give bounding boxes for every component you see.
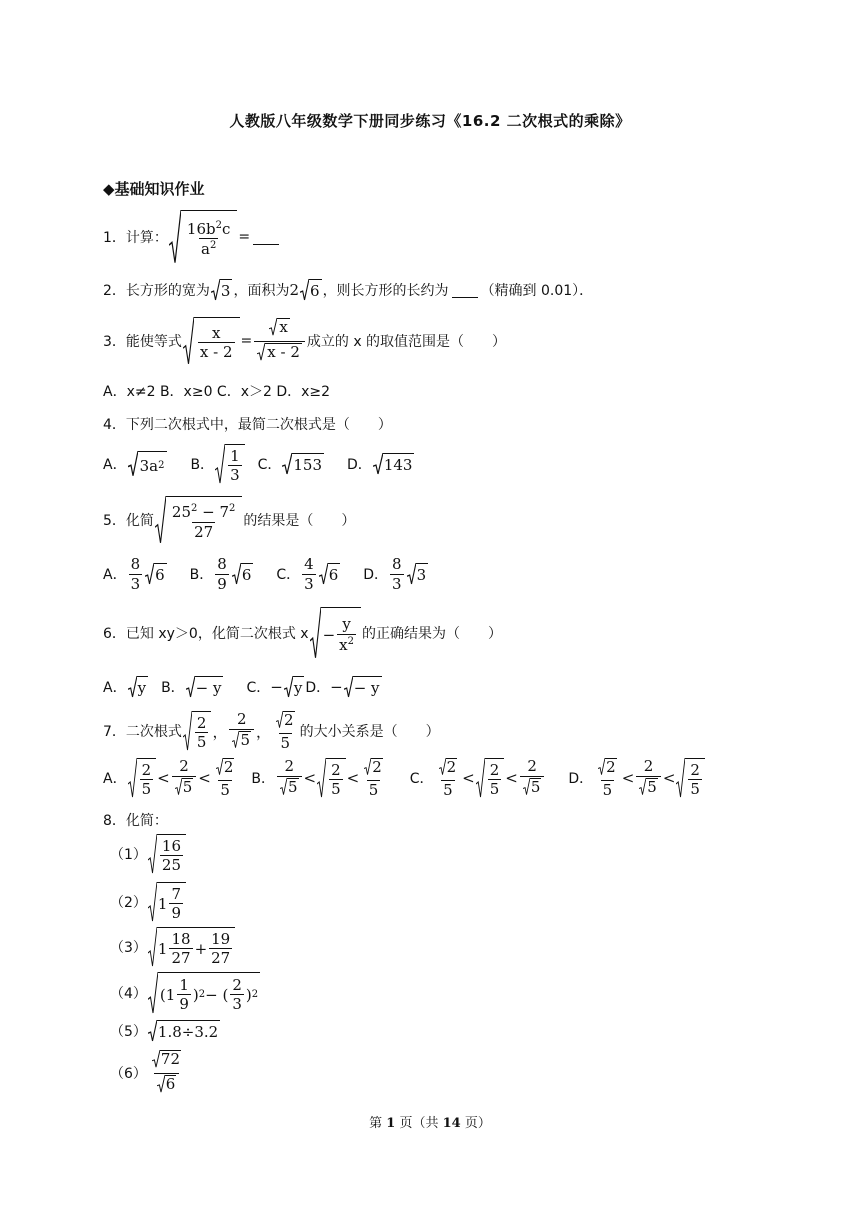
q3-text: 成立的 x 的取值范围是（ ）	[306, 334, 507, 350]
question-6: 6．已知 xy＞0，化简二次根式 x − $\frac{y}{x^2}$ 的正确结果为（ ）	[103, 607, 502, 659]
q7-option-b-label: B．	[251, 771, 275, 788]
q4-options: A． 3a 2 B． $\frac{1}{3}$ C． 153 D． 143	[103, 444, 415, 484]
q6-options: A． y B． − y C． − y D． − − y	[103, 678, 380, 697]
q8-item-2-label: （2）	[110, 895, 147, 911]
q1-answer-blank	[253, 230, 279, 245]
q8-item-5: （5） 1.8÷3.2	[110, 1020, 221, 1042]
q7-options: A． $\frac{2}{5}$ < $\frac{2}{5}$ < $\frac{2}{5}$ B． $\frac{2}{5}$ < $\frac{2}{5}$ < $\frac{2}{5}$ C． $\frac{2}{5}$ < $\frac{2}{5}$ < $\frac{2}{5}$ D． $\frac{2}{5}$ < $\frac{2}{5}$ < $\frac{2}{5}$	[103, 758, 706, 799]
q2-text-b: ，面积为	[233, 283, 290, 299]
q3-options: A．x≠2 B．x≥0 C．x＞2 D．x≥2	[103, 384, 331, 400]
q7-option-d-label: D．	[568, 771, 594, 788]
page-footer	[0, 1112, 860, 1131]
q2-answer-blank	[452, 283, 478, 298]
q6-option-b-label: B．	[161, 680, 185, 696]
footer-total-pages: 14	[442, 1116, 461, 1131]
q1-label: 1．计算：	[103, 230, 168, 246]
q6-text: 的正确结果为（ ）	[362, 626, 502, 642]
question-2: 2．长方形的宽为 3 ，面积为 2 6 ，则长方形的长约为 （精确到 0.01）．	[103, 281, 594, 300]
q1-expression: $\frac{16b^2c}{a^2}$	[168, 210, 238, 264]
q8-item-4: （4） (1 $\frac{1}{9}$ ) 2 − ( $\frac{2}{3}$ ) 2	[110, 972, 261, 1014]
section-heading: ◆基础知识作业	[103, 180, 205, 198]
q2-text-d: （精确到 0.01）．	[480, 283, 594, 299]
q3-label: 3．能使等式	[103, 334, 182, 350]
footer-page-number: 1	[386, 1116, 396, 1131]
question-5: 5．化简 $\frac{25^2 - 7^2}{27}$ 的结果是（ ）	[103, 496, 355, 544]
q6-label: 6．已知 xy＞0，化简二次根式 x	[103, 626, 309, 642]
question-8: 8．化简：	[103, 813, 168, 829]
question-4: 4．下列二次根式中，最简二次根式是（ ）	[103, 417, 392, 433]
q8-item-6: （6） $\frac{72}{6}$	[110, 1050, 186, 1096]
q2-text-a: 2．长方形的宽为	[103, 283, 210, 299]
q5-option-a-label: A．	[103, 567, 127, 583]
q8-item-3-label: （3）	[110, 940, 147, 956]
q2-text-c: ，则长方形的长约为	[322, 283, 449, 299]
q4-option-b-label: B．	[190, 457, 215, 473]
q8-item-4-label: （4）	[110, 986, 147, 1002]
question-1	[103, 210, 282, 264]
q5-option-d-label: D．	[363, 567, 389, 583]
q8-item-2: （2） 1 $\frac{7}{9}$	[110, 882, 187, 922]
q1-equals: =	[238, 229, 251, 245]
question-7: 7．二次根式 $\frac{2}{5}$ ， $\frac{2}{5}$ ， $\frac{2}{5}$ 的大小关系是（ ）	[103, 710, 440, 752]
q7-option-a-label: A．	[103, 771, 127, 788]
q7-option-c-label: C．	[409, 771, 434, 788]
q7-text: 的大小关系是（ ）	[299, 724, 440, 741]
q8-item-3: （3） 1 $\frac{18}{27}$ + $\frac{19}{27}$	[110, 927, 236, 967]
footer-prefix: 第	[369, 1116, 387, 1131]
q3-equals: =	[240, 333, 253, 349]
question-3: 3．能使等式 $\frac{x}{x - 2}$ = $\frac{x}{x - 2}$ 成立的 x 的取值范围是（ ）	[103, 317, 506, 365]
footer-middle: 页（共	[395, 1116, 443, 1131]
q5-option-b-label: B．	[189, 567, 214, 583]
q5-option-c-label: C．	[276, 567, 301, 583]
footer-suffix: 页）	[460, 1116, 491, 1131]
q8-item-5-label: （5）	[110, 1024, 147, 1040]
q6-option-a-label: A．	[103, 680, 127, 696]
page-title: 人教版八年级数学下册同步练习《16.2 二次根式的乘除》	[229, 112, 631, 130]
q6-option-c-label: C．	[246, 680, 271, 696]
q4-option-d-label: D．	[347, 457, 372, 473]
q8-item-6-label: （6）	[110, 1066, 147, 1082]
q5-label: 5．化简	[103, 513, 154, 529]
q5-options: A． $\frac{8}{3}$ 6 B． $\frac{8}{9}$ 6 C． $\frac{4}{3}$ 6 D． $\frac{8}{3}$ 3	[103, 555, 427, 593]
q4-option-a-label: A．	[103, 457, 127, 473]
q8-item-1-label: （1）	[110, 847, 147, 863]
q6-option-d-label: D．	[305, 680, 331, 696]
q7-label: 7．二次根式	[103, 724, 182, 741]
q8-item-1: （1） $\frac{16}{25}$	[110, 834, 187, 874]
q4-option-c-label: C．	[257, 457, 282, 473]
q5-text: 的结果是（ ）	[243, 513, 356, 529]
